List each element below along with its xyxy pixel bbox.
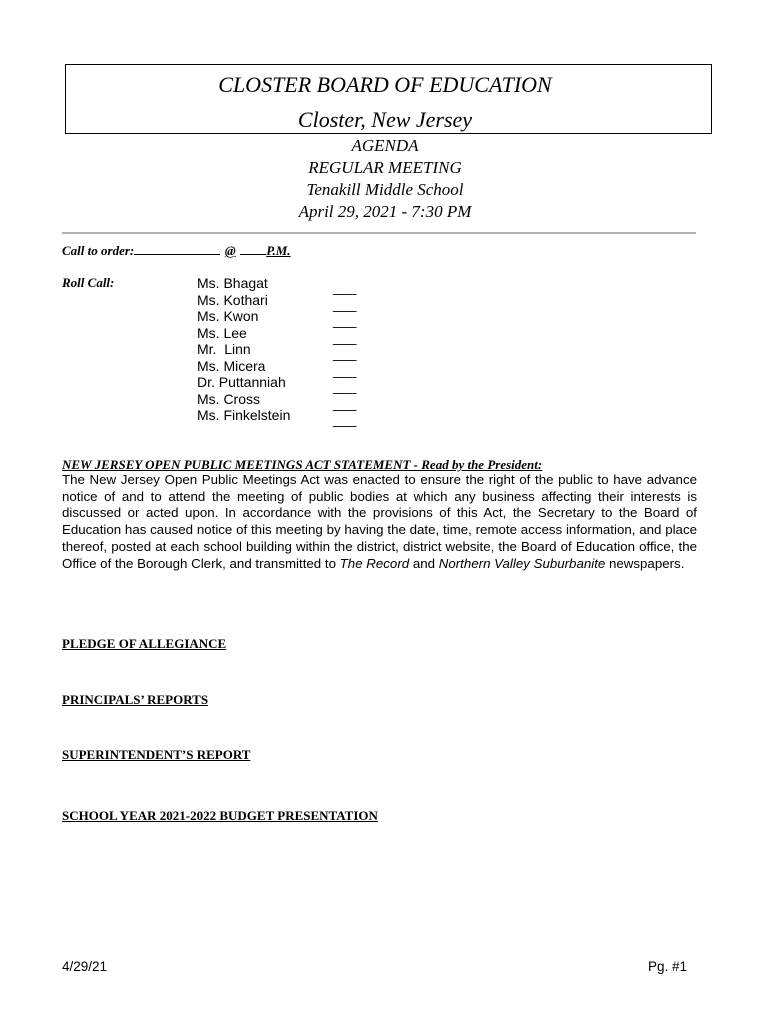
- opma-body-text: The New Jersey Open Public Meetings Act was enacted to ensure the right of the public to have advance notice of and to attend the meeting of public bodies at which any business affecting their interests is discussed or acted upon. In accordance with the provisions of this Act, the Secretary to the Board of Education has caused notice of this meeting by having the date, time, remote access information, and place thereof, posted at each school building within the district, district website, the Board of Education office, the Office of the Borough Clerk, and transmitted to: [62, 472, 697, 571]
- meeting-venue: Tenakill Middle School: [306, 180, 464, 199]
- roll-call-blank: ___: [333, 279, 357, 295]
- footer-date: 4/29/21: [62, 959, 108, 974]
- roll-call-blank: ___: [333, 394, 357, 411]
- roll-call-label: Roll Call:: [62, 275, 115, 290]
- agenda-label: AGENDA: [351, 136, 419, 155]
- roll-call-member: Ms. Kwon: [197, 308, 259, 324]
- opma-body-end: newspapers.: [605, 555, 685, 571]
- section-pledge: PLEDGE OF ALLEGIANCE: [62, 636, 227, 651]
- section-principals-reports: PRINCIPALS’ REPORTS: [62, 692, 209, 707]
- roll-call-member: Dr. Puttanniah: [197, 374, 286, 390]
- document-location: Closter, New Jersey: [297, 107, 473, 132]
- roll-call-blank: ___: [333, 328, 357, 345]
- call-to-order-pm: P.M.: [266, 243, 291, 258]
- meeting-date-time: April 29, 2021 - 7:30 PM: [298, 202, 472, 221]
- roll-call-member: Ms. Cross: [197, 390, 260, 407]
- roll-call-blank: ___: [333, 378, 357, 394]
- roll-call-member: Ms. Kothari: [197, 291, 268, 308]
- roll-call-member: Ms. Micera: [197, 357, 266, 374]
- opma-paper-record: The Record: [339, 555, 410, 571]
- roll-call-member: Mr. Linn: [197, 341, 251, 357]
- roll-call-blank: ___: [333, 295, 357, 312]
- opma-statement: [62, 472, 697, 572]
- call-to-order-label: Call to order:: [62, 243, 135, 258]
- call-to-order-blank: [240, 242, 266, 255]
- document-title: CLOSTER BOARD OF EDUCATION: [218, 72, 552, 97]
- footer-page-number: Pg. #1: [648, 959, 688, 974]
- call-to-order-at: @: [224, 243, 236, 258]
- section-superintendent-report: SUPERINTENDENT’S REPORT: [62, 747, 251, 762]
- roll-call-names: [197, 275, 290, 424]
- roll-call-blank: ___: [333, 361, 357, 378]
- roll-call-blank: ___: [333, 345, 357, 361]
- roll-call-member: Ms. Finkelstein: [197, 407, 291, 423]
- opma-heading: NEW JERSEY OPEN PUBLIC MEETINGS ACT STATEMENT - Read by the President:: [62, 457, 543, 472]
- roll-call-member: Ms. Bhagat: [197, 275, 268, 291]
- roll-call-blank: ___: [333, 312, 357, 328]
- opma-paper-suburbanite: Northern Valley Suburbanite: [438, 555, 606, 571]
- call-to-order-time-blank: [134, 242, 220, 255]
- roll-call-member: Ms. Lee: [197, 324, 247, 341]
- meeting-type: REGULAR MEETING: [308, 158, 462, 177]
- section-budget-presentation: SCHOOL YEAR 2021-2022 BUDGET PRESENTATION: [62, 808, 378, 823]
- roll-call-blank: ___: [333, 411, 357, 427]
- call-to-order: [62, 242, 291, 259]
- roll-call-blanks: [333, 279, 356, 428]
- header-divider: [62, 232, 696, 234]
- opma-and: and: [409, 555, 439, 571]
